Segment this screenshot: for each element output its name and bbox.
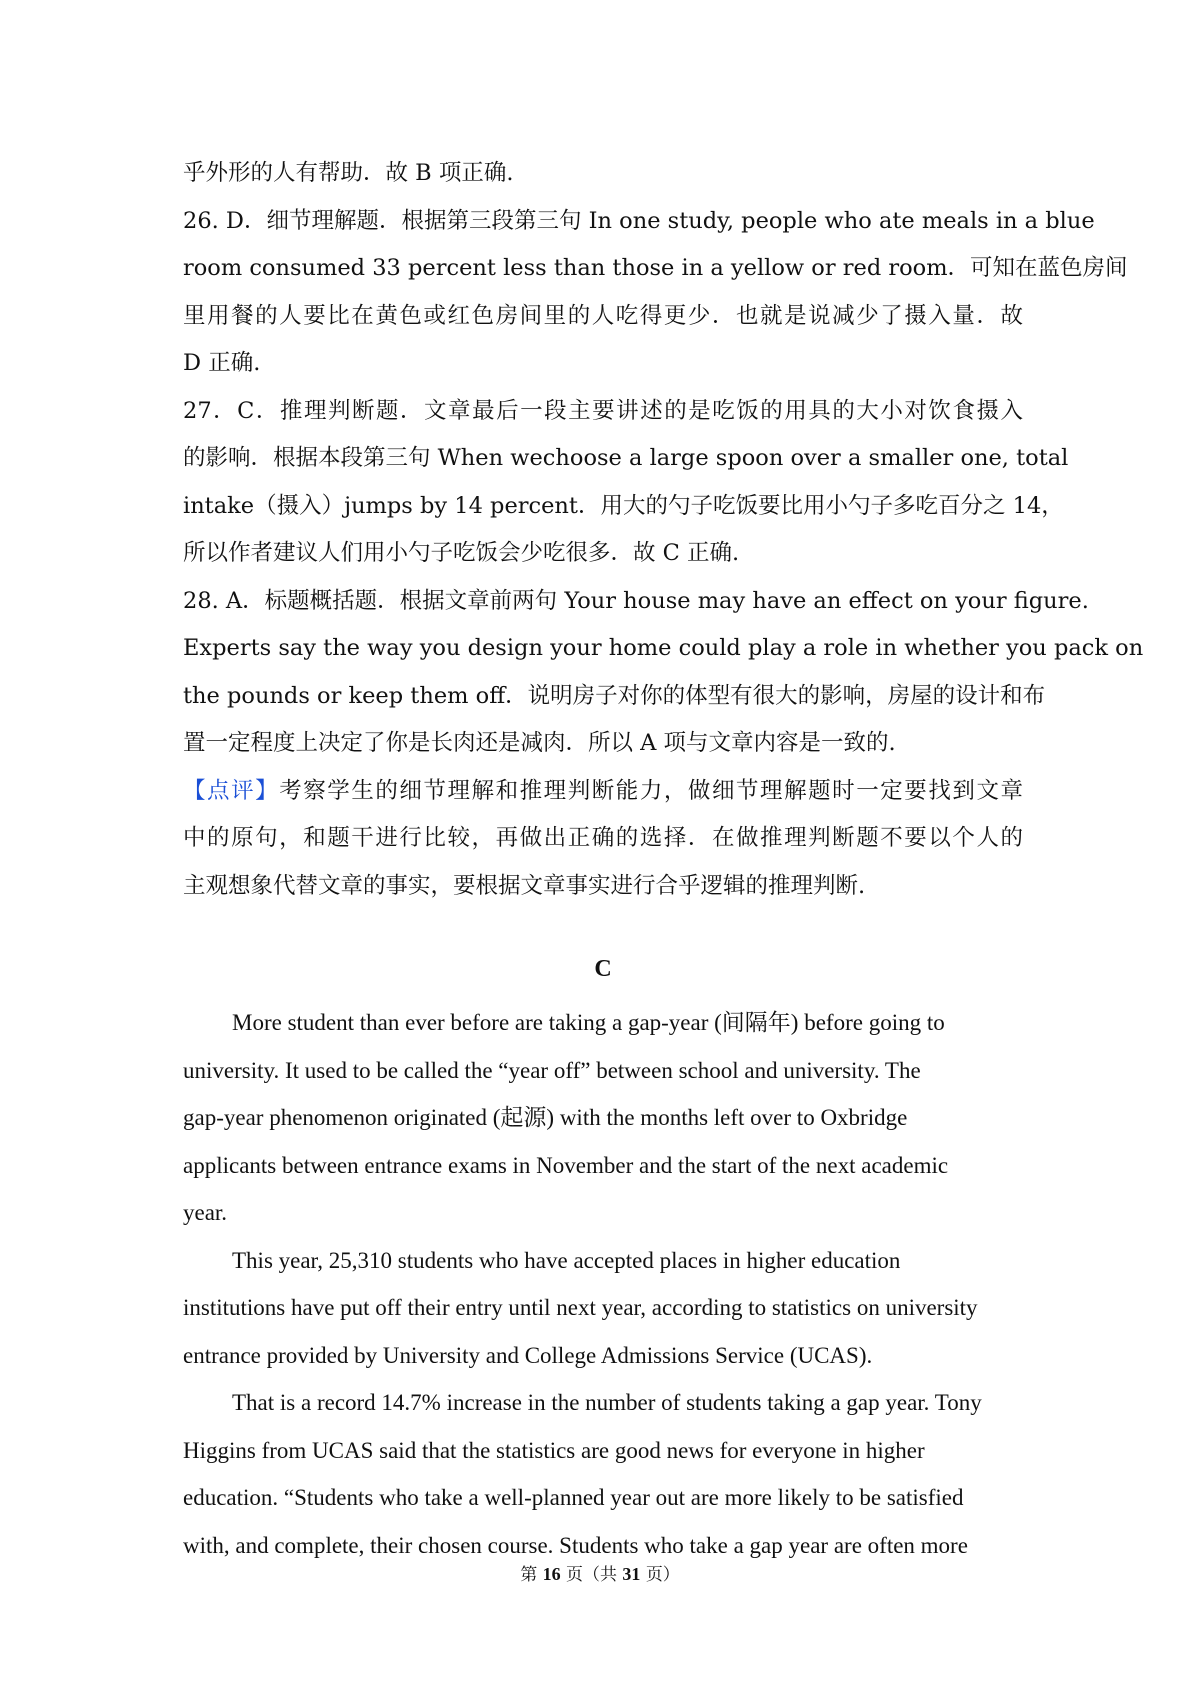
comment-tag: 【点评】: [183, 777, 280, 804]
section-title: C: [594, 956, 612, 982]
answer-line: 里用餐的人要比在黄色或红色房间里的人吃得更少．也就是说减少了摄入量．故: [183, 302, 1023, 329]
passage-line: year.: [183, 1200, 228, 1225]
comment-line: 中的原句，和题干进行比较，再做出正确的选择．在做推理判断题不要以个人的: [183, 825, 1023, 851]
footer-prefix: 第: [520, 1565, 538, 1585]
page-footer: [0, 1562, 1200, 1587]
passage-line: entrance provided by University and College Admissions Service (UCAS).: [183, 1342, 873, 1368]
passage-line: applicants between entrance exams in November and the start of the next academic: [183, 1152, 949, 1178]
comment-first-line: [183, 768, 1023, 816]
passage-line: That is a record 14.7% increase in the number of students taking a gap year. Tony: [232, 1390, 982, 1415]
page-number: 16: [542, 1564, 561, 1584]
page-total: 31: [622, 1564, 641, 1584]
passage-line: gap-year phenomenon originated (起源) with the months left over to Oxbridge: [183, 1105, 908, 1130]
answer-line: 置一定程度上决定了你是长肉还是减肉．所以 A 项与文章内容是一致的.: [183, 730, 896, 756]
answer-explanations: [183, 150, 1144, 910]
footer-middle: 页（共: [566, 1565, 617, 1585]
passage-line: Higgins from UCAS said that the statistics are good news for everyone in higher: [183, 1437, 925, 1463]
answer-line: room consumed 33 percent less than those in a yellow or red room．可知在蓝色房间: [183, 255, 1128, 281]
reading-passage: [183, 999, 1023, 1569]
answer-28-line: 28. A．标题概括题．根据文章前两句 Your house may have an effect on your figure.: [183, 587, 1089, 614]
comment-text: 考察学生的细节理解和推理判断能力，做细节理解题时一定要找到文章: [279, 777, 1023, 804]
answer-line: the pounds or keep them off．说明房子对你的体型有很大的影响，房屋的设计和布: [183, 682, 1046, 709]
answer-line: D 正确.: [183, 350, 261, 376]
passage-line: with, and complete, their chosen course. Students who take a gap year are often more: [183, 1532, 968, 1558]
passage-line: This year, 25,310 students who have accepted places in higher education: [232, 1247, 901, 1273]
passage-line: institutions have put off their entry until next year, according to statistics on university: [183, 1295, 978, 1320]
passage-line: More student than ever before are taking a gap-year (间隔年) before going to: [232, 1010, 945, 1035]
answer-line: 的影响．根据本段第三句 When wechoose a large spoon over a smaller one, total: [183, 445, 1069, 471]
comment-line: 主观想象代替文章的事实，要根据文章事实进行合乎逻辑的推理判断.: [183, 872, 866, 899]
passage-line: university. It used to be called the “year off” between school and university. The: [183, 1057, 921, 1083]
passage-line: education. “Students who take a well-planned year out are more likely to be satisfied: [183, 1485, 964, 1510]
answer-line: intake（摄入）jumps by 14 percent．用大的勺子吃饭要比用小勺子多吃百分之 14，: [183, 492, 1064, 519]
answer-line: Experts say the way you design your home could play a role in whether you pack on: [183, 635, 1144, 661]
footer-suffix: 页）: [645, 1565, 680, 1585]
answer-26-line: 26. D．细节理解题．根据第三段第三句 In one study, people who ate meals in a blue: [183, 207, 1095, 234]
answer-27-line: 27．C．推理判断题．文章最后一段主要讲述的是吃饭的用具的大小对饮食摄入: [183, 397, 1023, 424]
answer-line: 所以作者建议人们用小勺子吃饭会少吃很多．故 C 正确.: [183, 540, 740, 566]
answer-line: 乎外形的人有帮助．故 B 项正确.: [183, 160, 514, 186]
